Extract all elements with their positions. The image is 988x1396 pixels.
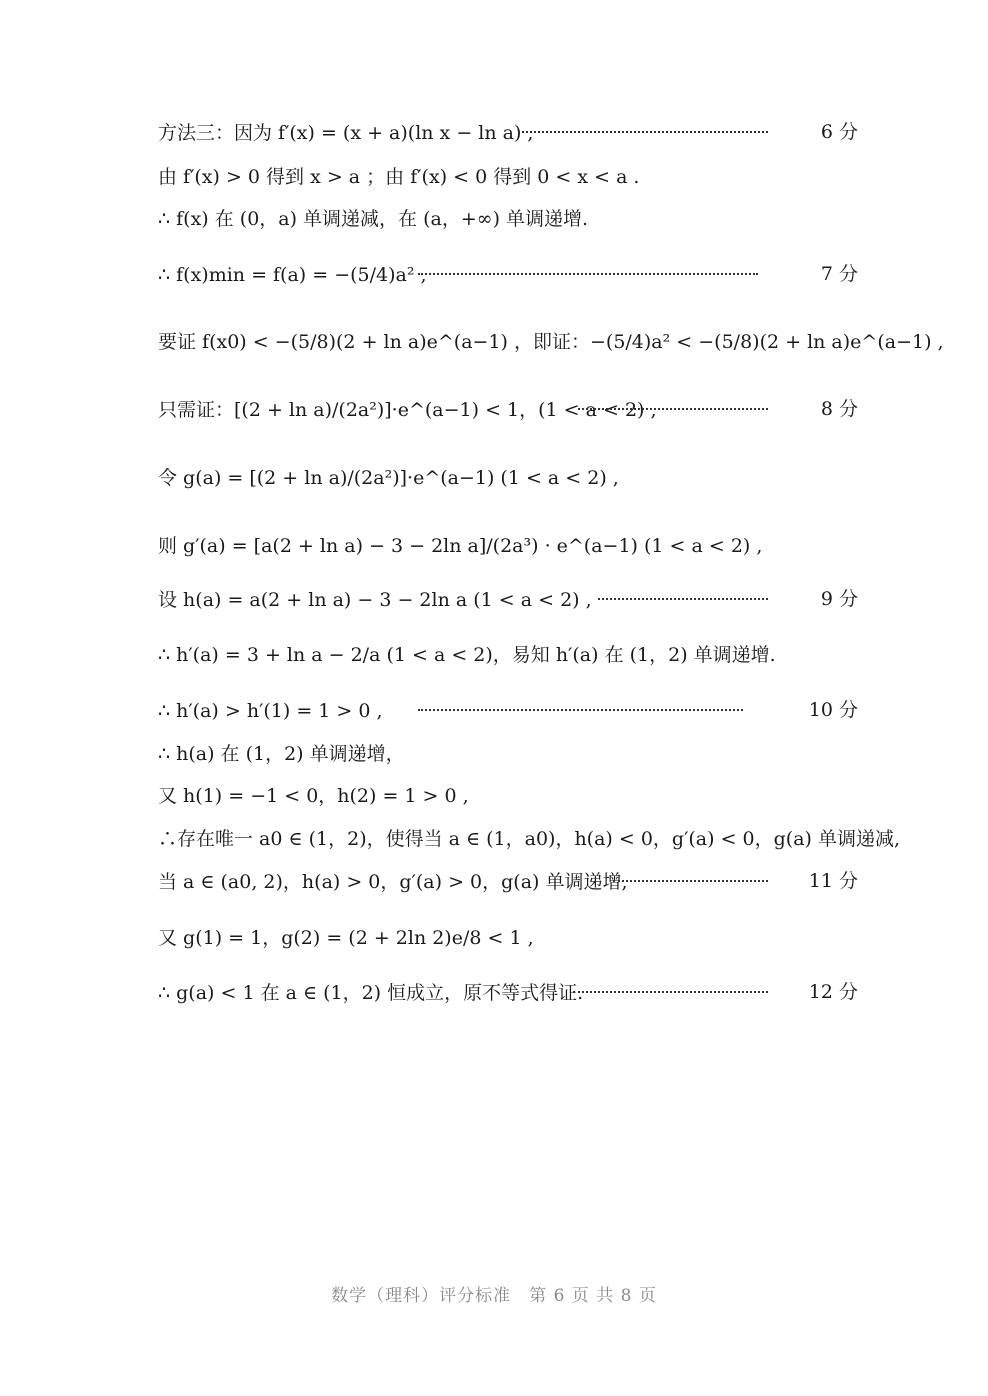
solution-line-1 xyxy=(158,120,858,145)
page-footer: 数学（理科）评分标准 第 6 页 共 8 页 xyxy=(331,1286,657,1306)
solution-line-17 xyxy=(158,980,858,1005)
line-text: ∴ f(x) 在 (0，a) 单调递减，在 (a，+∞) 单调递增. xyxy=(158,208,589,230)
leader-dots xyxy=(578,408,768,410)
score-label: 11 分 xyxy=(808,870,858,892)
line-text: 只需证：[(2 + ln a)/(2a²)]·e^(a−1) < 1，(1 < a < 2) , xyxy=(158,399,657,421)
line-text: ∴ f(x)min = f(a) = −(5/4)a² , xyxy=(158,264,427,286)
line-text: 当 a ∈ (a0, 2)，h(a) > 0，g′(a) > 0，g(a) 单调递增, xyxy=(158,871,628,893)
solution-line-8 xyxy=(158,533,858,558)
score-label: 6 分 xyxy=(820,121,858,143)
score-label: 9 分 xyxy=(820,588,858,610)
leader-dots xyxy=(418,273,758,275)
score-label: 10 分 xyxy=(808,699,858,721)
line-text: ∴存在唯一 a0 ∈ (1，2)，使得当 a ∈ (1，a0)，h(a) < 0，g′(a) < 0，g(a) 单调递减, xyxy=(158,828,901,850)
solution-line-3 xyxy=(158,206,858,231)
score-label: 12 分 xyxy=(808,981,858,1003)
line-text: 方法三：因为 f′(x) = (x + a)(ln x − ln a) , xyxy=(158,122,534,144)
solution-line-15 xyxy=(158,869,858,894)
leader-dots xyxy=(573,991,768,993)
leader-dots xyxy=(613,880,768,882)
score-label: 7 分 xyxy=(820,263,858,285)
leader-dots xyxy=(598,598,768,600)
line-text: 要证 f(x0) < −(5/8)(2 + ln a)e^(a−1) ，即证：−(5/4)a² < −(5/8)(2 + ln a)e^(a−1) , xyxy=(158,331,944,353)
line-text: 则 g′(a) = [a(2 + ln a) − 3 − 2ln a]/(2a³) · e^(a−1) (1 < a < 2) , xyxy=(158,535,763,557)
line-text: 令 g(a) = [(2 + ln a)/(2a²)]·e^(a−1) (1 < a < 2) , xyxy=(158,467,619,489)
leader-dots xyxy=(518,131,768,133)
solution-line-11 xyxy=(158,698,858,723)
solution-line-12 xyxy=(158,741,858,766)
line-text: 设 h(a) = a(2 + ln a) − 3 − 2ln a (1 < a < 2) , xyxy=(158,589,592,611)
solution-line-13 xyxy=(158,783,858,808)
solution-line-4 xyxy=(158,262,858,287)
line-text: ∴ g(a) < 1 在 a ∈ (1，2) 恒成立，原不等式得证. xyxy=(158,982,584,1004)
line-text: 又 h(1) = −1 < 0，h(2) = 1 > 0 , xyxy=(158,785,469,807)
solution-line-16 xyxy=(158,925,858,950)
solution-line-6 xyxy=(158,397,858,422)
line-text: ∴ h(a) 在 (1，2) 单调递增， xyxy=(158,743,405,765)
solution-line-7 xyxy=(158,465,858,490)
line-text: 由 f′(x) > 0 得到 x > a ；由 f′(x) < 0 得到 0 < x < a . xyxy=(158,166,640,188)
solution-line-5 xyxy=(158,329,944,354)
score-label: 8 分 xyxy=(820,398,858,420)
line-text: ∴ h′(a) > h′(1) = 1 > 0 , xyxy=(158,700,383,722)
line-text: ∴ h′(a) = 3 + ln a − 2/a (1 < a < 2)，易知 h′(a) 在 (1，2) 单调递增. xyxy=(158,644,776,666)
leader-dots xyxy=(418,709,743,711)
solution-line-10 xyxy=(158,642,858,667)
line-text: 又 g(1) = 1，g(2) = (2 + 2ln 2)e/8 < 1 , xyxy=(158,927,534,949)
solution-line-9 xyxy=(158,587,858,612)
solution-line-14 xyxy=(158,826,901,851)
solution-line-2 xyxy=(158,164,858,189)
